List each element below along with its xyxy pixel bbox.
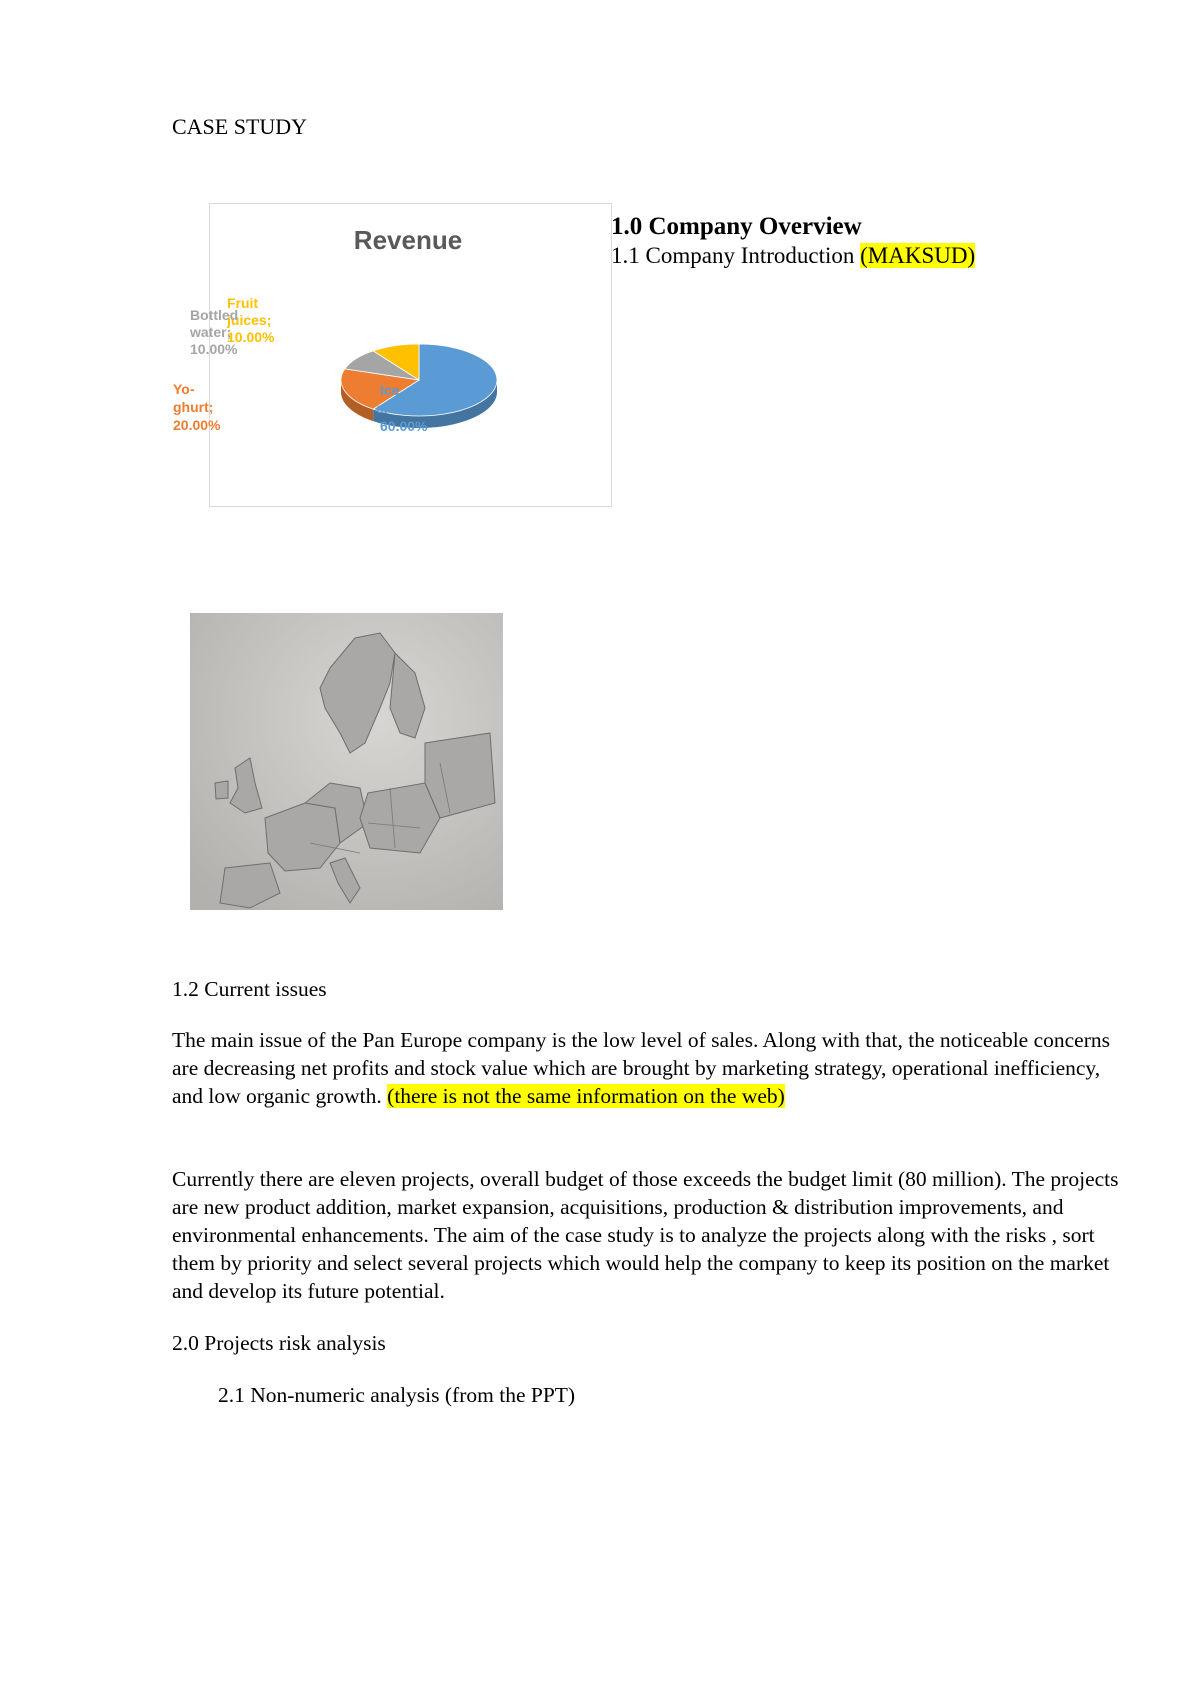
europe-map-svg	[190, 613, 503, 910]
document-title: CASE STUDY	[172, 114, 308, 139]
paragraph-current-issues	[172, 1026, 1132, 1110]
label-ice-cream-line1: Ice	[380, 382, 400, 398]
section-2-heading: 2.0 Projects risk analysis	[172, 1331, 386, 1355]
label-bottled-water-line2: water;	[190, 324, 232, 340]
section-1-heading: 1.0 Company Overview	[611, 213, 862, 240]
section-1-1-label: 1.1 Company Introduction	[611, 243, 861, 268]
label-yoghurt	[173, 381, 221, 433]
label-ice-cream-line2: cream;	[376, 400, 422, 416]
section-1-1-heading	[611, 243, 975, 269]
label-fruit-juices-line3: 10.00%	[227, 329, 275, 345]
paragraph-projects: Currently there are eleven projects, overall budget of those exceeds the budget limit (80 million). The projects are new product addition, market expansion, acquisitions, production & distribution improvements, and environmental enhancements. The aim of the case study is to analyze the projects along with the risks , sort them by priority and select several projects which would help the company to keep its position on the market and develop its future potential.	[172, 1167, 1119, 1303]
paragraph-current-issues-text: The main issue of the Pan Europe company is the low level of sales. Along with that, the noticeable concerns are decreasing net profits and stock value which are brought by marketing strategy, operational inefficiency, and low organic growth.	[172, 1028, 1110, 1108]
paragraph-current-issues-highlight: (there is not the same information on the web)	[387, 1084, 785, 1108]
section-1-2-heading: 1.2 Current issues	[172, 977, 327, 1001]
revenue-chart	[173, 203, 612, 507]
label-bottled-water	[189, 307, 238, 357]
label-bottled-water-line3: 10.00%	[190, 341, 238, 357]
label-yoghurt-line1: Yo-	[173, 381, 195, 397]
section-1-1-highlight: (MAKSUD)	[860, 243, 976, 268]
label-yoghurt-line2: ghurt;	[173, 399, 214, 415]
label-ice-cream-line3: 60.00%	[380, 418, 428, 434]
revenue-pie-svg	[173, 204, 611, 506]
label-fruit-juices-line2: juices;	[227, 312, 272, 328]
label-bottled-water-line1: Bottled	[190, 307, 239, 323]
europe-map-image	[190, 613, 503, 910]
chart-title: Revenue	[353, 225, 463, 255]
label-fruit-juices-line1: Fruit	[227, 295, 259, 311]
section-2-1-heading: 2.1 Non-numeric analysis (from the PPT)	[218, 1383, 576, 1407]
label-yoghurt-line3: 20.00%	[173, 417, 221, 433]
